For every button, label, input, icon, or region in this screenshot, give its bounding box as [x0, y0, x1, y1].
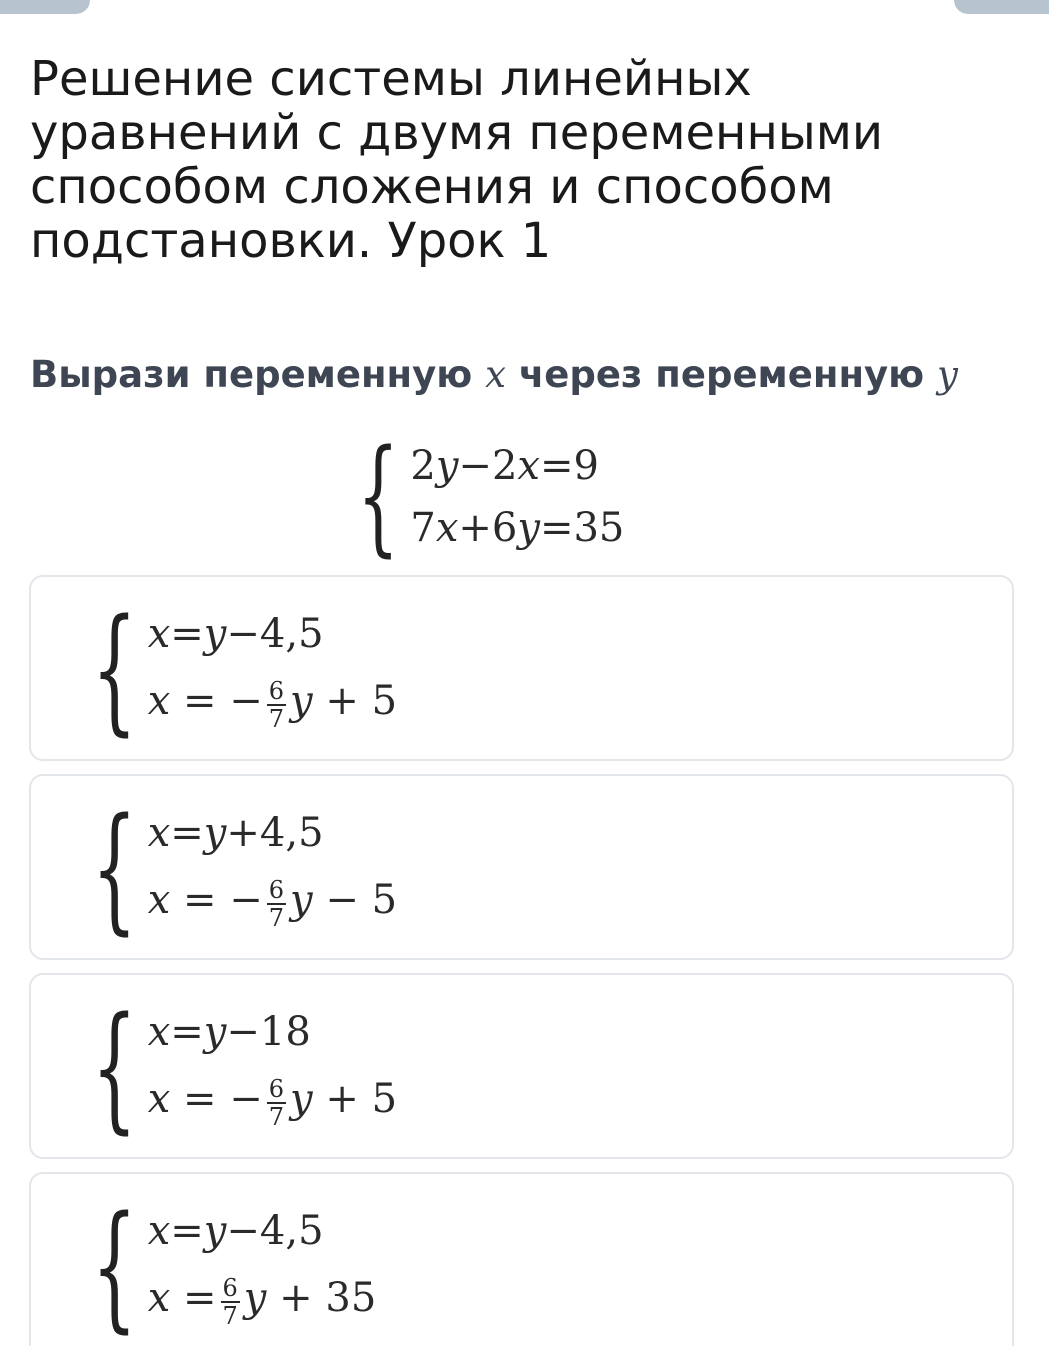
fraction-denominator: 7 [222, 1301, 238, 1330]
given-system [340, 423, 625, 570]
option-system [73, 1186, 377, 1346]
question-middle: через переменную [505, 353, 937, 396]
left-brace: { [91, 987, 138, 1147]
fraction-numerator: 6 [268, 875, 285, 904]
left-brace: { [91, 788, 138, 948]
eq-right: y + 35 [243, 1274, 377, 1321]
lesson-title: Решение системы линейных уравнений с двумя переменными способом сложения и способом подстановки. Урок 1 [30, 51, 884, 269]
option-equation-1: x = y + 4 , 5 [147, 809, 324, 856]
question-var-x: x [485, 353, 506, 396]
eq-left: x = − [147, 876, 263, 923]
option-system [73, 987, 398, 1147]
option-lines [148, 1000, 397, 1134]
question-prefix: Вырази переменную [30, 353, 486, 396]
option-equation-1: x = y − 4 , 5 [147, 1207, 324, 1254]
fraction-denominator: 7 [268, 903, 285, 932]
question-var-y: y [936, 353, 958, 396]
fraction-denominator: 7 [268, 1102, 285, 1131]
option-lines [148, 602, 397, 736]
option-equation-2 [147, 674, 398, 733]
top-left-tab[interactable] [0, 0, 90, 14]
left-brace: { [91, 1186, 138, 1346]
option-equation-1: x = y − 4 , 5 [147, 610, 324, 657]
eq-left: x = [147, 1274, 217, 1321]
eq-right: y − 5 [290, 876, 398, 923]
eq-left: x = − [147, 1075, 263, 1122]
left-brace: { [357, 423, 400, 570]
option-lines [148, 801, 397, 935]
answer-option-2[interactable] [29, 774, 1014, 960]
fraction-numerator: 6 [268, 676, 285, 705]
answer-option-4[interactable] [29, 1172, 1014, 1346]
eq-left: x = − [147, 677, 263, 724]
answer-option-1[interactable] [29, 575, 1014, 761]
top-right-tab[interactable] [954, 0, 1049, 14]
fraction-numerator: 6 [268, 1074, 285, 1103]
fraction [267, 1076, 286, 1130]
fraction-numerator: 6 [222, 1273, 238, 1302]
given-system-lines [410, 435, 624, 559]
option-equation-1: x = y − 1 8 [147, 1008, 311, 1055]
option-system [73, 788, 398, 948]
left-brace: { [91, 589, 138, 749]
option-system [73, 589, 398, 749]
answer-option-3[interactable] [29, 973, 1014, 1159]
fraction [267, 877, 286, 931]
option-equation-2 [147, 873, 398, 932]
eq-right: y + 5 [290, 1075, 398, 1122]
fraction [221, 1275, 240, 1329]
given-equation-1: 2 y − 2 x = 9 [410, 443, 599, 489]
option-equation-2 [147, 1072, 398, 1131]
question-prompt [30, 350, 958, 400]
option-lines [148, 1199, 377, 1333]
option-equation-2 [147, 1271, 377, 1330]
fraction [267, 678, 286, 732]
given-equation-2: 7 x + 6 y = 3 5 [410, 505, 625, 551]
fraction-denominator: 7 [268, 704, 285, 733]
eq-right: y + 5 [290, 677, 398, 724]
